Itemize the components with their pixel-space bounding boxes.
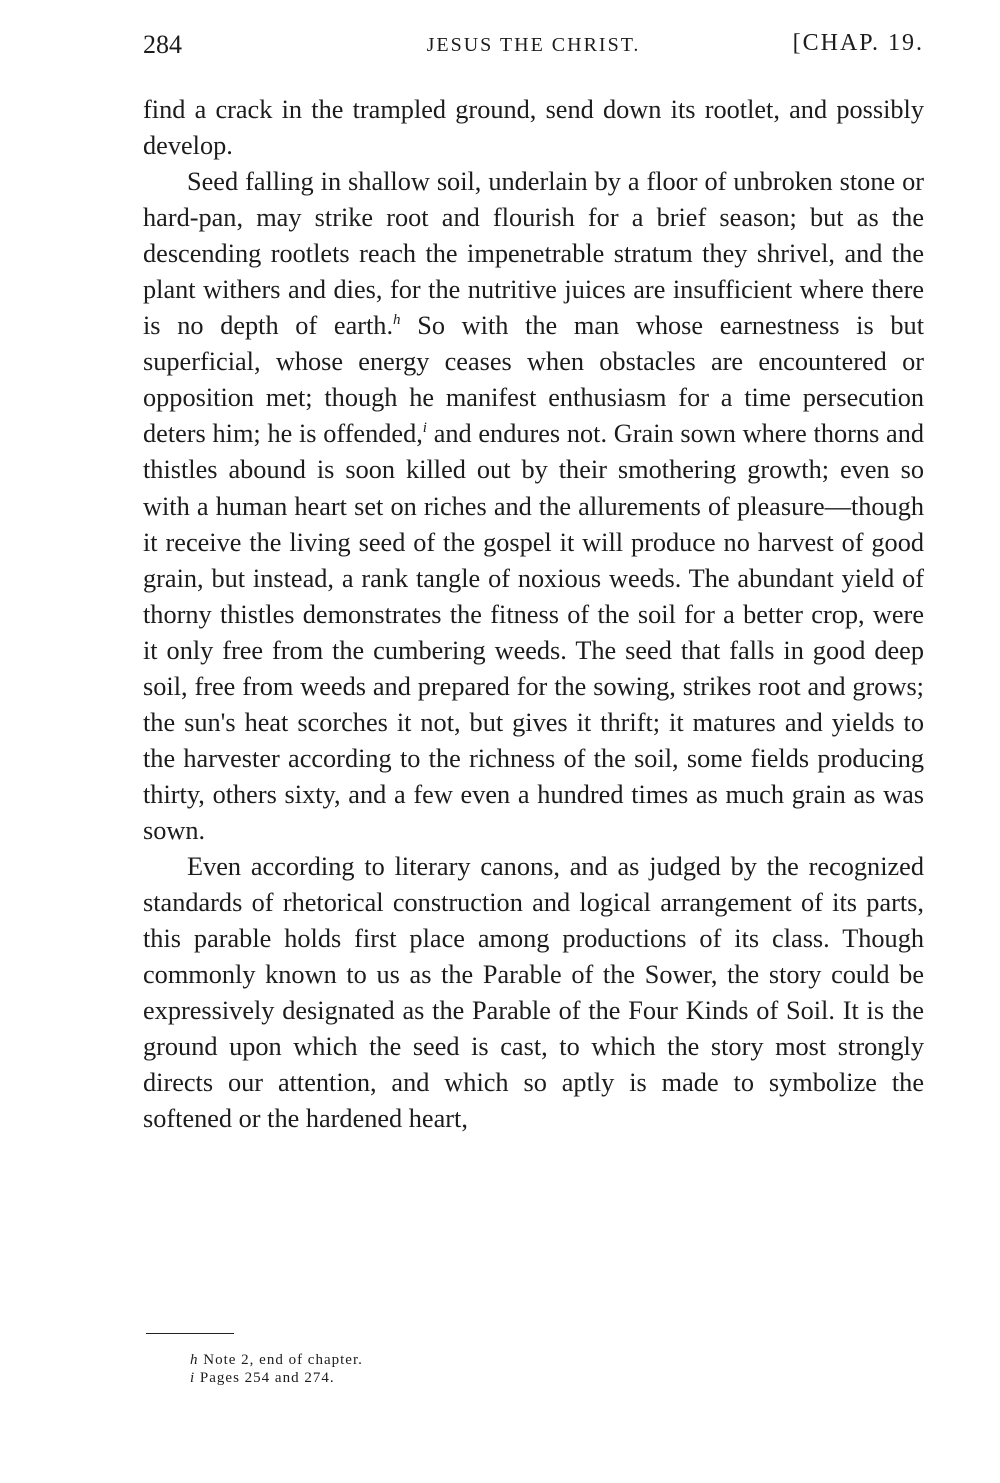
- footnote-text: Note 2, end of chapter.: [203, 1352, 363, 1368]
- paragraph-text: Seed falling in shallow soil, underlain by a floor of unbroken stone or hard-pan, may strike root and flourish for a brief season; but as the descending rootlets reach the impenetrable stratum they shrivel, and the plant withers and dies, for the nutritive juices are insufficient where there is no depth of earth.: [143, 167, 924, 341]
- footnote-i: [190, 1369, 363, 1387]
- footnote-divider: [146, 1333, 234, 1334]
- footnote-h: [190, 1351, 363, 1369]
- footnotes: [190, 1351, 363, 1387]
- paragraph-continuation: [143, 92, 924, 164]
- running-title: JESUS THE CHRIST.: [426, 34, 641, 56]
- paragraph-literary-canons: [143, 849, 924, 1137]
- footnote-ref-i: i: [422, 420, 427, 437]
- page-number: 284: [143, 30, 182, 59]
- footnote-text: Pages 254 and 274.: [199, 1370, 335, 1386]
- paragraph-text: find a crack in the trampled ground, send down its rootlet, and possibly develop.: [143, 95, 924, 161]
- page-header: [143, 30, 924, 66]
- footnote-ref-h: h: [393, 312, 401, 329]
- paragraph-shallow-soil: [143, 164, 924, 849]
- footnote-mark: h: [190, 1352, 199, 1368]
- paragraph-text: and endures not. Grain sown where thorns and thistles abound is soon killed out by their smothering growth; even so with a human heart set on riches and the allurements of pleasure—though it receive the living seed of the gospel it will produce no harvest of good grain, but instead, a rank tangle of noxious weeds. The abundant yield of thorny thistles demonstrates the fitness of the soil for a better crop, were it only free from the cumbering weeds. The seed that falls in good deep soil, free from weeds and prepared for the sowing, strikes root and grows; the sun's heat scorches it not, but gives it thrift; it matures and yields to the harvester according to the richness of the soil, some fields producing thirty, others sixty, and a few even a hundred times as much grain as was sown.: [143, 419, 924, 845]
- footnote-mark: i: [190, 1370, 196, 1386]
- paragraph-text: Even according to literary canons, and as judged by the recognized standards of rhetorical construction and logical arrangement of its parts, this parable holds first place among productions of its class. Though commonly known to us as the Parable of the Sower, the story could be expressively designated as the Parable of the Four Kinds of Soil. It is the ground upon which the seed is cast, to which the story most strongly directs our attention, and which so aptly is made to symbolize the softened or the hardened heart,: [143, 851, 924, 1134]
- chapter-label: [CHAP. 19.: [792, 30, 924, 56]
- paragraph-text: So with the man whose earnestness is but superficial, whose energy ceases when obstacles are encountered or opposition met; though he manifest enthusiasm for a time persecution deters him; he is offended,: [143, 311, 925, 449]
- body-text: [143, 92, 924, 1137]
